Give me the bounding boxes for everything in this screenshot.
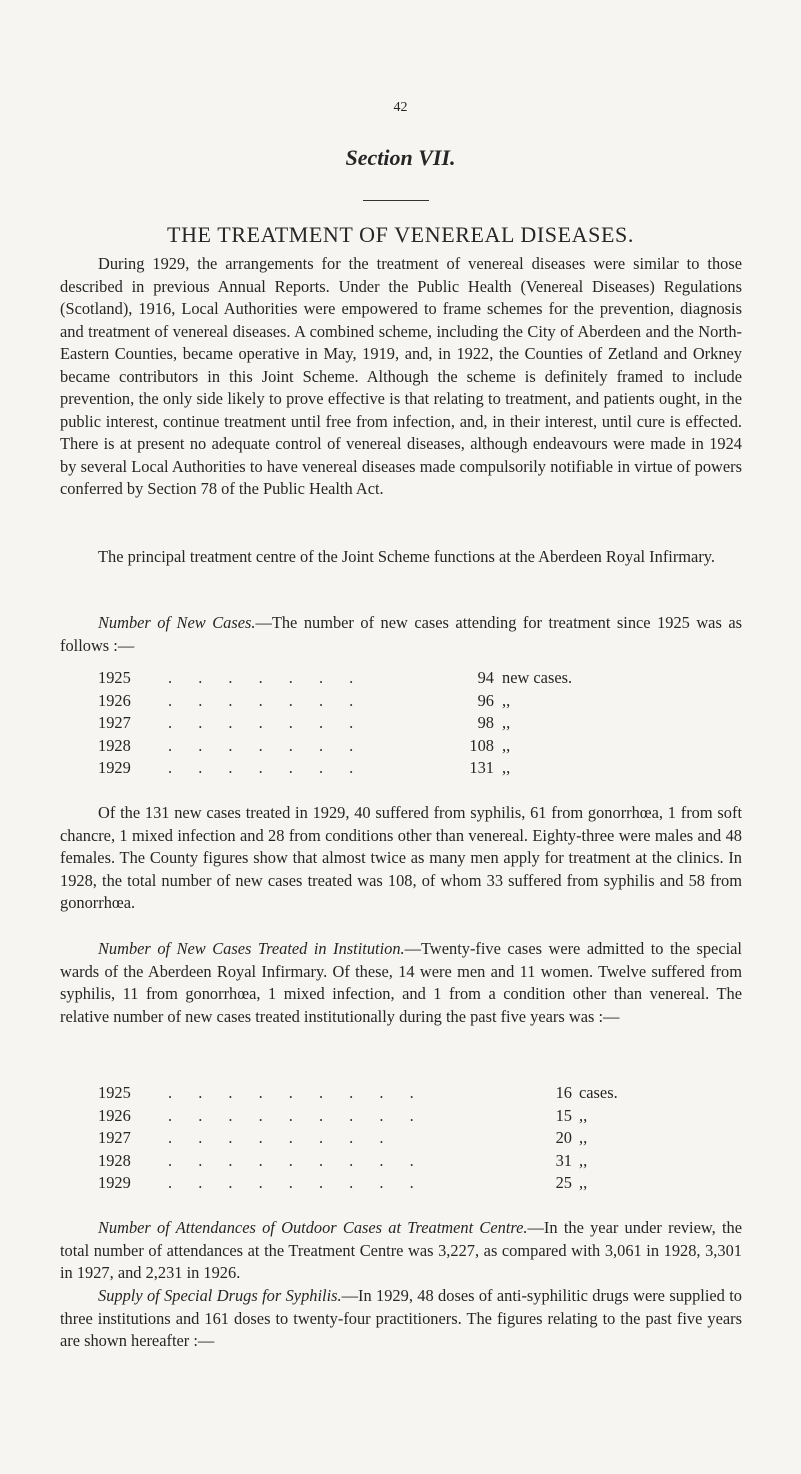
table-row	[98, 1150, 698, 1173]
unit-cell: ,,	[579, 1105, 588, 1125]
page-number: 42	[393, 100, 408, 115]
table-row	[98, 757, 698, 780]
dot-leader: . . . . . . . . .	[168, 1150, 425, 1170]
attendances-heading: Number of Attendances of Outdoor Cases at Treatment Centre.	[98, 1218, 528, 1237]
year-cell: 1928	[98, 735, 131, 755]
value-cell: 108	[469, 735, 494, 755]
dot-leader: . . . . . . .	[168, 758, 365, 777]
unit-cell: new cases.	[502, 668, 573, 687]
value-cell: 25	[555, 1173, 572, 1192]
table-row	[98, 1105, 698, 1128]
dot-leader: . . . . . . . . .	[168, 1173, 425, 1192]
dot-leader: . . . . . . .	[168, 668, 365, 687]
value-cell: 131	[469, 758, 494, 777]
attendances-text: —In the year under review, the total number of attendances at the Treatment Centre was 3,227, as compared with 3,061 in 1928, 3,301 in 1927, and 2,231 in 1926.	[60, 1218, 743, 1282]
unit-cell: ,,	[579, 1128, 588, 1147]
unit-cell: cases.	[579, 1083, 618, 1102]
year-cell: 1929	[98, 758, 131, 777]
institution-text: —Twenty-five cases were admitted to the special wards of the Aberdeen Royal Infirmary. Of these, 14 were men and 11 women. Twelve suffered from syphilis, 11 from gonorrhœa, 1 mixed infection, and 1 from a condition other than venereal. The relative number of new cases treated institutionally during the past five years was :—	[60, 939, 742, 1026]
value-cell: 98	[477, 713, 494, 732]
value-cell: 20	[555, 1128, 572, 1147]
value-cell: 96	[477, 690, 494, 710]
title-rule	[363, 200, 429, 201]
value-cell: 94	[477, 668, 494, 687]
institutional-cases-table	[98, 1082, 698, 1195]
table-row	[98, 1082, 698, 1105]
institution-heading: Number of New Cases Treated in Institution.	[98, 939, 405, 958]
unit-cell: ,,	[502, 690, 511, 710]
drug-supply-text: —In 1929, 48 doses of anti-syphilitic drugs were supplied to three institutions and 161 doses to twenty-four practitioners. The figures relating to the past five years are shown hereafter :—	[60, 1286, 743, 1350]
year-cell: 1928	[98, 1150, 131, 1170]
dot-leader: . . . . . . .	[168, 735, 365, 755]
year-cell: 1927	[98, 713, 131, 732]
unit-cell: ,,	[579, 1173, 588, 1192]
unit-cell: ,,	[502, 713, 511, 732]
year-cell: 1925	[98, 668, 131, 687]
value-cell: 31	[555, 1150, 572, 1170]
value-cell: 16	[555, 1083, 572, 1102]
paragraph-attendances	[60, 1217, 742, 1285]
year-cell: 1925	[98, 1083, 131, 1102]
year-cell: 1926	[98, 690, 131, 710]
paragraph-treatment-centre: The principal treatment centre of the Joint Scheme functions at the Aberdeen Royal Infirmary.	[98, 547, 716, 566]
table-row	[98, 1172, 698, 1195]
new-cases-heading: Number of New Cases.	[98, 613, 256, 632]
year-cell: 1927	[98, 1128, 131, 1147]
main-heading: THE TREATMENT OF VENEREAL DISEASES.	[167, 222, 634, 247]
table-row	[98, 712, 698, 735]
table-row	[98, 667, 698, 690]
table-row	[98, 1127, 698, 1150]
table-row	[98, 690, 698, 713]
value-cell: 15	[555, 1105, 572, 1125]
unit-cell: ,,	[502, 758, 511, 777]
year-cell: 1929	[98, 1173, 131, 1192]
dot-leader: . . . . . . . .	[168, 1128, 395, 1147]
paragraph-new-cases	[60, 612, 742, 657]
dot-leader: . . . . . . . . .	[168, 1083, 425, 1102]
new-cases-text: —The number of new cases attending for treatment since 1925 was as follows :—	[60, 613, 742, 655]
year-cell: 1926	[98, 1105, 131, 1125]
new-cases-table	[98, 667, 698, 780]
unit-cell: ,,	[502, 735, 511, 755]
dot-leader: . . . . . . .	[168, 690, 365, 710]
drug-supply-heading: Supply of Special Drugs for Syphilis.	[98, 1286, 342, 1305]
paragraph-case-breakdown: Of the 131 new cases treated in 1929, 40 suffered from syphilis, 61 from gonorrhœa, 1 from soft chancre, 1 mixed infection and 28 from conditions other than venereal. Eighty-three were males and 48 females. The County figures show that almost twice as many men apply for treatment at the clinics. In 1928, the total number of new cases treated was 108, of whom 33 suffered from syphilis and 58 from gonorrhœa.	[60, 803, 742, 912]
table-row	[98, 735, 698, 758]
paragraph-arrangements: During 1929, the arrangements for the treatment of venereal diseases were similar to those described in previous Annual Reports. Under the Public Health (Venereal Diseases) Regulations (Scotland), 1916, Local Authorities were empowered to frame schemes for the prevention, diagnosis and treatment of venereal diseases. A combined scheme, including the City of Aberdeen and the North-Eastern Counties, became operative in May, 1919, and, in 1922, the Counties of Zetland and Orkney became contributors in this Joint Scheme. Although the scheme is definitely framed to include prevention, the only side likely to prove effective is that relating to treatment, and patients ought, in the public interest, continue treatment until free from infection, and, in their interest, until cure is effected. There is at present no adequate control of venereal diseases, although endeavours were made in 1924 by several Local Authorities to have venereal diseases made compulsorily notifiable in virtue of powers conferred by Section 78 of the Public Health Act.	[60, 254, 742, 498]
dot-leader: . . . . . . . . .	[168, 1105, 425, 1125]
dot-leader: . . . . . . .	[168, 713, 365, 732]
unit-cell: ,,	[579, 1150, 588, 1170]
paragraph-institutional-cases	[60, 938, 742, 1028]
section-title: Section VII.	[345, 145, 456, 170]
paragraph-drug-supply	[60, 1285, 742, 1353]
